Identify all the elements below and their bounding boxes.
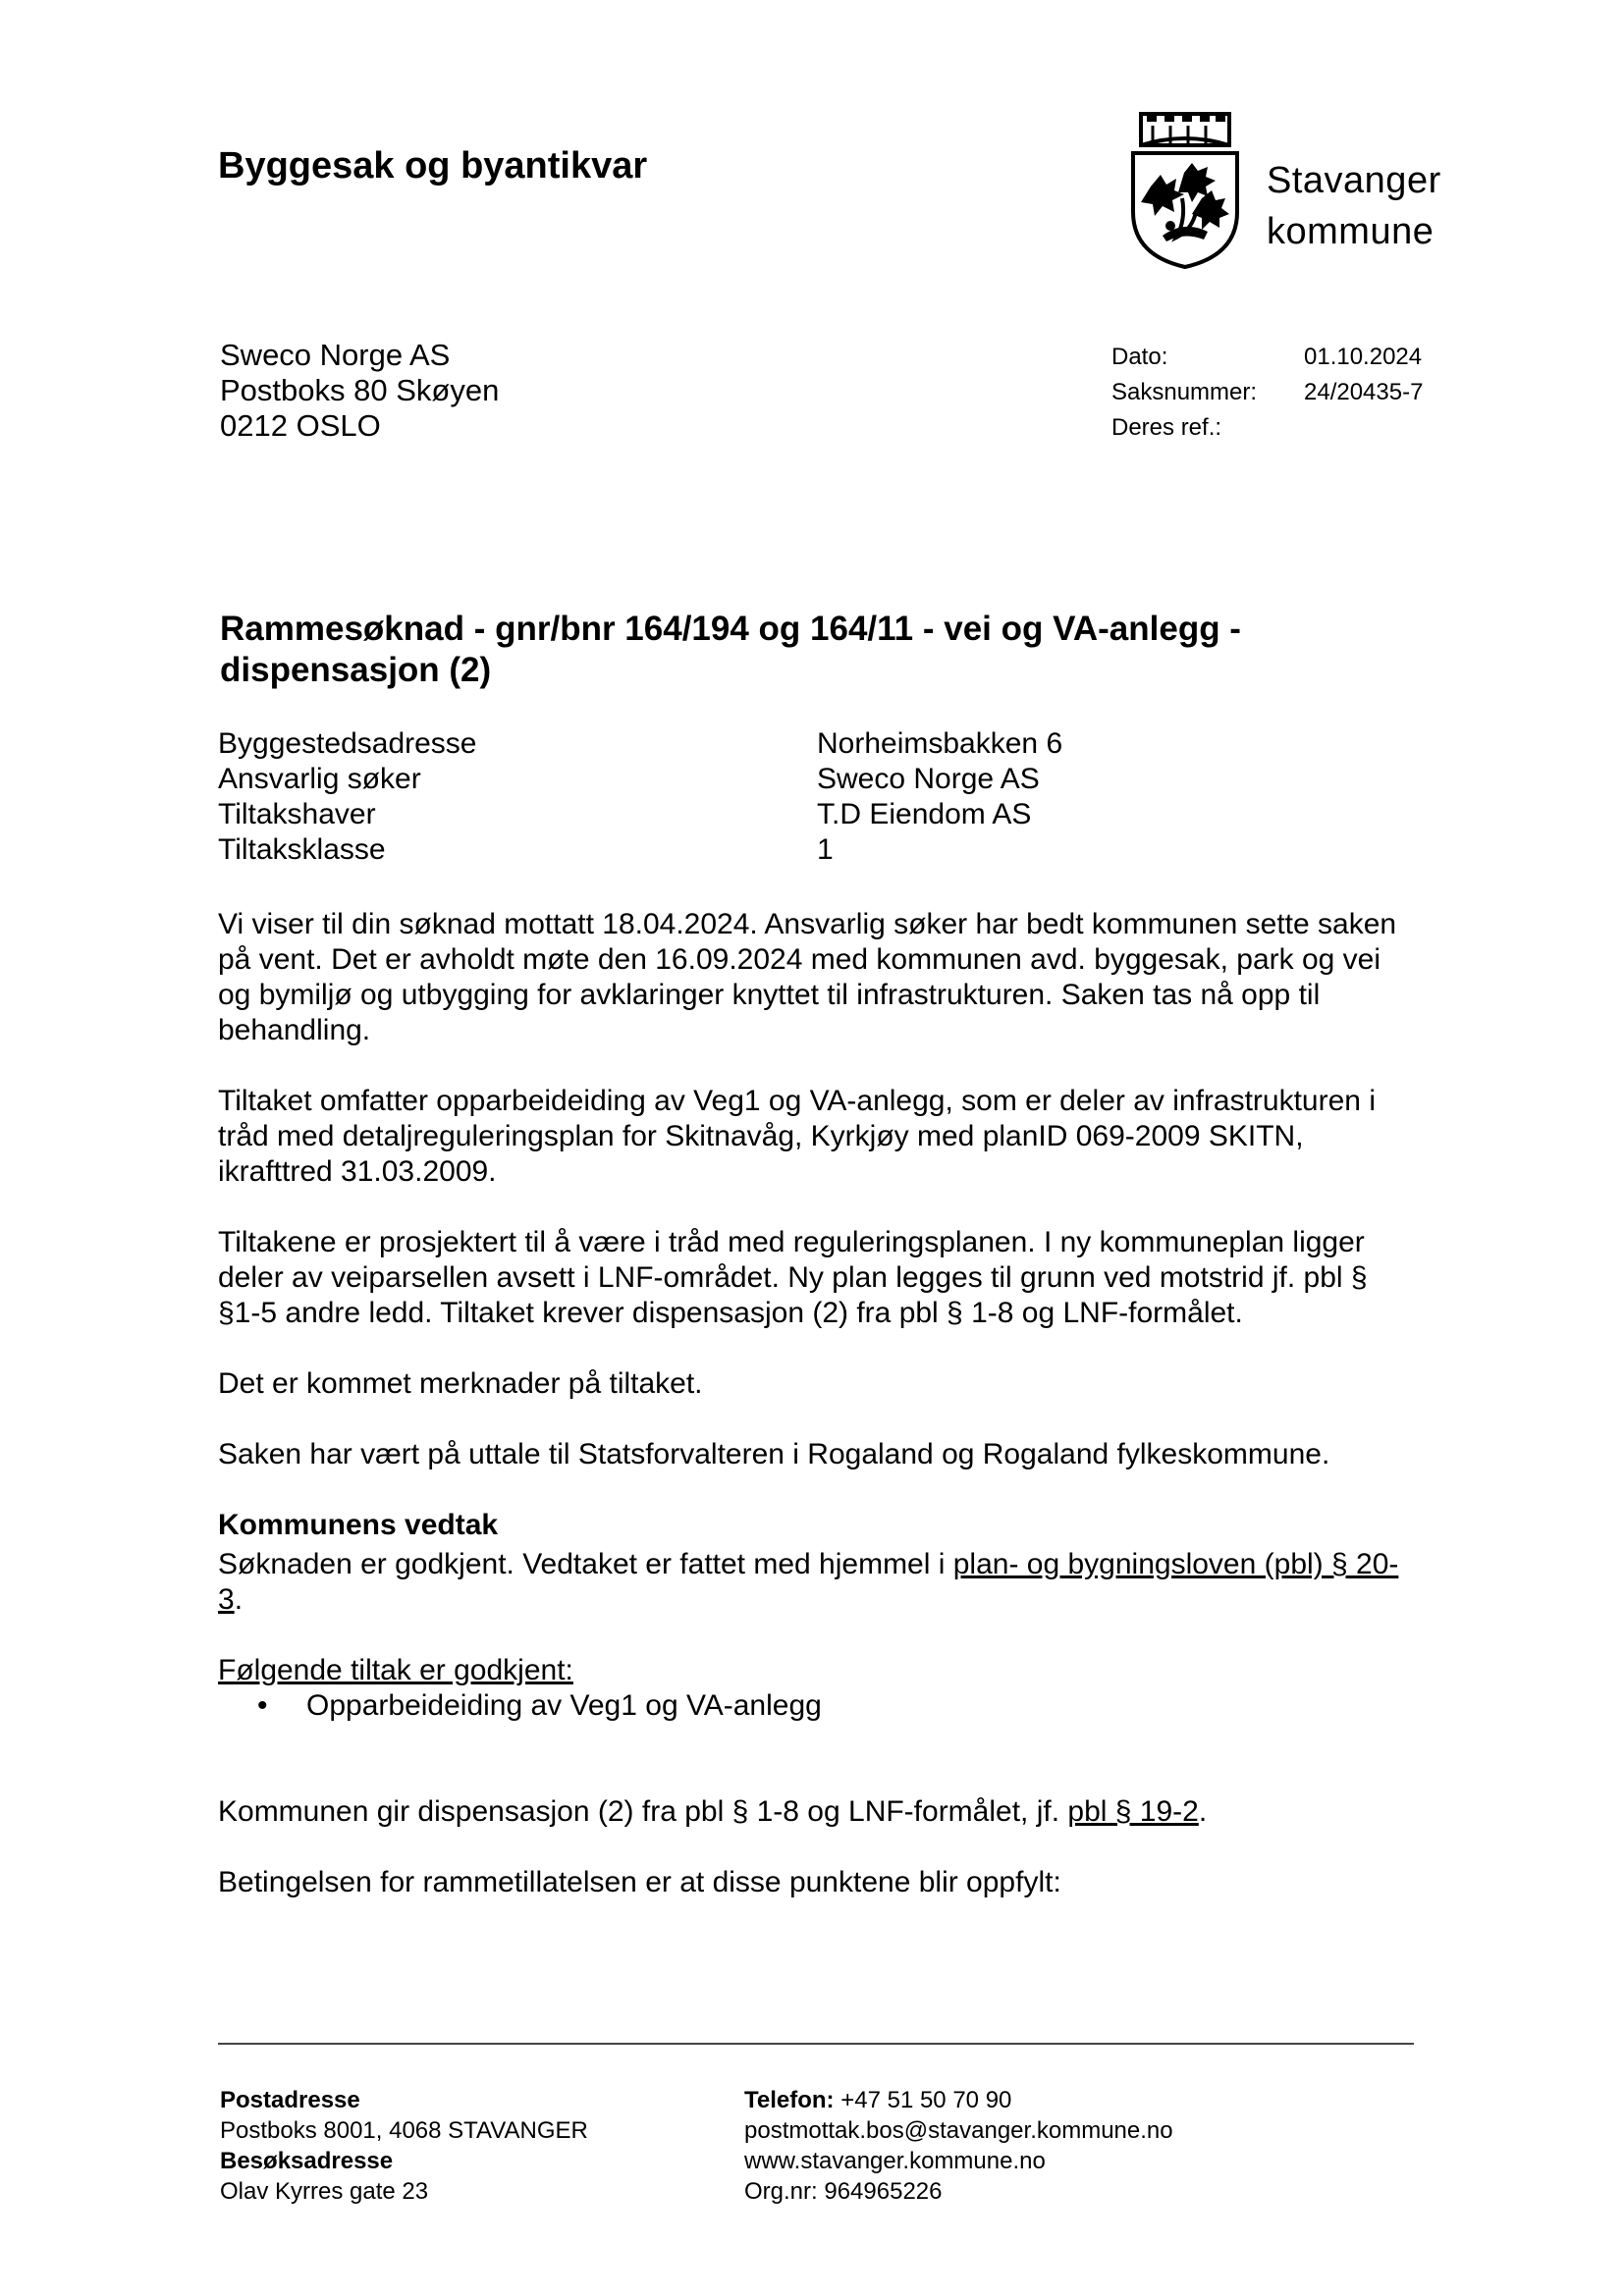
- paragraph-dispensation: [218, 1794, 1416, 1830]
- fact-value: Norheimsbakken 6: [817, 727, 1063, 760]
- brand-line-1: Stavanger: [1267, 160, 1441, 201]
- phone-label: Telefon:: [744, 2087, 835, 2113]
- meta-label: Dato:: [1111, 344, 1168, 370]
- meta-value: 01.10.2024: [1304, 344, 1423, 370]
- stavanger-coat-of-arms-logo: [1127, 110, 1243, 271]
- phone-number: +47 51 50 70 90: [840, 2087, 1012, 2113]
- meta-label: Saksnummer:: [1111, 379, 1258, 405]
- fact-label: Byggestedsadresse: [218, 727, 477, 760]
- recipient-address: [220, 338, 499, 444]
- website: www.stavanger.kommune.no: [744, 2148, 1046, 2174]
- letter-title: Rammesøknad - gnr/bnr 164/194 og 164/11 - vei og VA-anlegg - dispensasjon (2): [220, 610, 1241, 689]
- postal-address: Postboks 8001, 4068 STAVANGER: [220, 2117, 588, 2144]
- paragraph-intro: Vi viser til din søknad mottatt 18.04.2024. Ansvarlig søker har bedt kommunen sette saken på vent. Det er avholdt møte den 16.09.2024 med kommunen avd. byggesak, park og vei og bymiljø og utbygging for avklaringer knyttet til infrastrukturen. Saken tas nå opp til behandling.: [218, 908, 1397, 1046]
- case-facts: [218, 726, 1062, 868]
- fact-row: [218, 832, 1062, 868]
- brand-line-2: kommune: [1267, 211, 1435, 252]
- footer-addresses: [220, 2085, 588, 2207]
- department-heading: Byggesak og byantikvar: [218, 145, 648, 187]
- fact-row: [218, 726, 1062, 762]
- decision-heading: Kommunens vedtak: [218, 1509, 499, 1541]
- visiting-address-label: Besøksadresse: [220, 2148, 394, 2174]
- paragraph-decision: [218, 1547, 1416, 1618]
- fact-value: 1: [817, 833, 834, 866]
- dispensation-end: .: [1198, 1795, 1208, 1828]
- fact-label: Tiltaksklasse: [218, 833, 386, 866]
- pbl-20-3-link[interactable]: plan- og bygningsloven (pbl) § 20-3: [218, 1548, 1399, 1616]
- recipient-line-3: 0212 OSLO: [220, 408, 381, 443]
- fact-label: Tiltakshaver: [218, 798, 376, 830]
- fact-value: T.D Eiendom AS: [817, 798, 1032, 830]
- footer-divider: [218, 2043, 1414, 2045]
- footer-contact: [744, 2085, 1173, 2207]
- postal-address-label: Postadresse: [220, 2087, 360, 2113]
- paragraph-scope: Tiltaket omfatter opparbeideiding av Veg1 og VA-anlegg, som er deler av infrastrukturen i tråd med detaljreguleringsplan for Skitnavåg, Kyrkjøy med planID 069-2009 SKITN, ikrafttred 31.03.2009.: [218, 1085, 1376, 1188]
- list-item-text: Opparbeideiding av Veg1 og VA-anlegg: [306, 1689, 822, 1722]
- paragraph-conditions: Betingelsen for rammetillatelsen er at disse punktene blir oppfylt:: [218, 1866, 1061, 1898]
- brand-name: [1267, 155, 1441, 257]
- visiting-address: Olav Kyrres gate 23: [220, 2178, 429, 2205]
- letter-metadata: [1111, 344, 1423, 450]
- recipient-line-1: Sweco Norge AS: [220, 338, 451, 372]
- meta-label: Deres ref.:: [1111, 414, 1222, 441]
- meta-value: 24/20435-7: [1304, 379, 1424, 405]
- fact-row: [218, 797, 1062, 832]
- org-number: Org.nr: 964965226: [744, 2178, 943, 2205]
- paragraph-consultation: Saken har vært på uttale til Statsforvalteren i Rogaland og Rogaland fylkeskommune.: [218, 1438, 1330, 1470]
- paragraph-planning: Tiltakene er prosjektert til å være i tråd med reguleringsplanen. I ny kommuneplan ligger deler av veiparsellen avsett i LNF-området. Ny plan legges til grunn ved motstrid jf. pbl § §1-5 andre ledd. Tiltaket krever dispensasjon (2) fra pbl § 1-8 og LNF-formålet.: [218, 1226, 1368, 1329]
- paragraph-remarks: Det er kommet merknader på tiltaket.: [218, 1367, 703, 1400]
- dispensation-text: Kommunen gir dispensasjon (2) fra pbl § 1-8 og LNF-formålet, jf.: [218, 1795, 1068, 1828]
- phone-line: [744, 2085, 1173, 2115]
- fact-row: [218, 762, 1062, 797]
- recipient-line-2: Postboks 80 Skøyen: [220, 373, 500, 407]
- decision-text: Søknaden er godkjent. Vedtaket er fattet med hjemmel i: [218, 1548, 953, 1580]
- meta-row-case-number: [1111, 379, 1423, 414]
- letter-body: [218, 907, 1416, 1936]
- meta-row-date: [1111, 344, 1423, 379]
- fact-value: Sweco Norge AS: [817, 763, 1040, 795]
- email-address: postmottak.bos@stavanger.kommune.no: [744, 2117, 1173, 2144]
- meta-row-your-ref: [1111, 414, 1423, 450]
- pbl-19-2-link[interactable]: pbl § 19-2: [1067, 1795, 1199, 1828]
- approved-measures-heading: Følgende tiltak er godkjent:: [218, 1654, 573, 1686]
- approved-measures-list: [218, 1688, 1416, 1724]
- fact-label: Ansvarlig søker: [218, 763, 421, 795]
- bullet-icon: •: [257, 1689, 268, 1722]
- list-item: [218, 1688, 1416, 1724]
- decision-end: .: [234, 1583, 244, 1616]
